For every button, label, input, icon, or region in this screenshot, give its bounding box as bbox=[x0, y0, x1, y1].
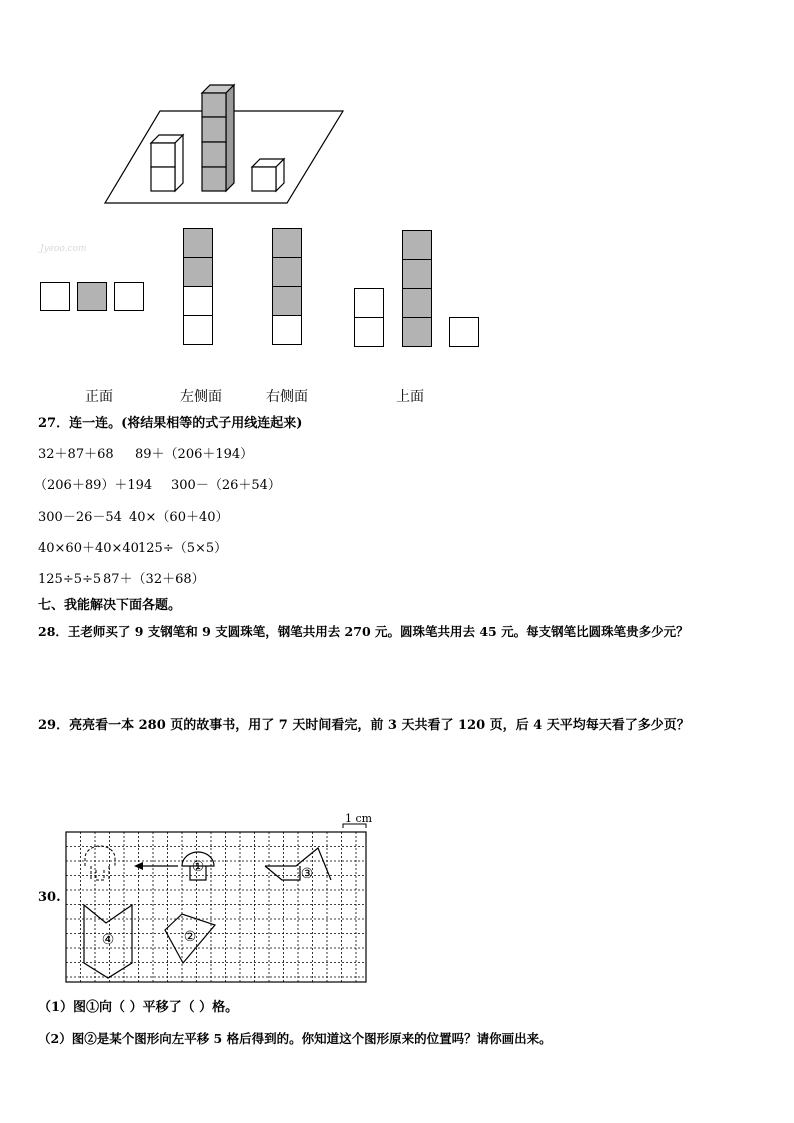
cube-stack-middle bbox=[202, 85, 234, 191]
view-square bbox=[272, 315, 302, 345]
shape-3-label: ③ bbox=[300, 866, 314, 882]
q30-sub2: （2）图②是某个图形向左平移 5 格后得到的。你知道这个图形原来的位置吗？请你画出来。 bbox=[38, 1031, 552, 1046]
view-square bbox=[183, 286, 213, 316]
label-right: 右侧面 bbox=[266, 389, 308, 405]
q27-left-3: 300－26－54 bbox=[38, 510, 122, 525]
view-square-gray bbox=[402, 259, 432, 289]
view-square-gray bbox=[402, 317, 432, 347]
view-square-gray bbox=[402, 230, 432, 260]
watermark: Jyeoo.com bbox=[40, 244, 87, 254]
view-square-gray bbox=[183, 257, 213, 287]
q27-right-1: 89＋（206＋194） bbox=[135, 447, 254, 462]
cube-stack-left bbox=[151, 135, 183, 191]
label-top: 上面 bbox=[396, 389, 424, 405]
q27-left-2: （206＋89）＋194 bbox=[34, 478, 153, 493]
q27-right-4: 125÷（5×5） bbox=[138, 541, 228, 556]
view-square bbox=[449, 317, 479, 347]
q27-right-2: 300－（26＋54） bbox=[171, 478, 281, 493]
shape-2-label: ② bbox=[183, 929, 197, 945]
translation-grid-figure bbox=[0, 810, 794, 985]
label-front: 正面 bbox=[85, 389, 113, 405]
view-square-gray bbox=[272, 257, 302, 287]
view-square bbox=[40, 282, 70, 311]
section-heading: 七、我能解决下面各题。 bbox=[38, 598, 182, 613]
q30-number: 30. bbox=[38, 890, 61, 905]
q27-right-5: 87＋（32＋68） bbox=[103, 572, 205, 587]
q27-left-5: 125÷5÷5 bbox=[38, 572, 102, 587]
cube-arrangement-figure bbox=[0, 0, 794, 215]
label-left: 左侧面 bbox=[180, 389, 222, 405]
view-square-gray bbox=[272, 286, 302, 316]
scale-label: 1 cm bbox=[345, 812, 373, 825]
q29-text: 29．亮亮看一本 280 页的故事书，用了 7 天时间看完，前 3 天共看了 120 页，后 4 天平均每天看了多少页？ bbox=[38, 718, 690, 733]
view-square bbox=[183, 315, 213, 345]
shape-1-label: ① bbox=[191, 859, 205, 875]
view-square bbox=[114, 282, 144, 311]
q27-left-4: 40×60＋40×40 bbox=[38, 541, 139, 556]
view-square bbox=[354, 317, 384, 347]
cube-single-right bbox=[252, 159, 284, 191]
shape-4-label: ④ bbox=[101, 932, 115, 948]
shape-1-ghost bbox=[85, 846, 115, 880]
q27-title: 27．连一连。(将结果相等的式子用线连起来) bbox=[38, 416, 303, 431]
q27-right-3: 40×（60＋40） bbox=[129, 510, 229, 525]
q28-text: 28．王老师买了 9 支钢笔和 9 支圆珠笔，钢笔共用去 270 元。圆珠笔共用去 45 元。每支钢笔比圆珠笔贵多少元？ bbox=[38, 624, 689, 639]
view-square-gray bbox=[402, 288, 432, 318]
q27-left-1: 32＋87＋68 bbox=[38, 447, 114, 462]
view-square-gray bbox=[183, 228, 213, 258]
view-square bbox=[354, 288, 384, 318]
view-square-gray bbox=[272, 228, 302, 258]
view-square-gray bbox=[77, 282, 107, 311]
q30-sub1: （1）图①向（ ）平移了（ ）格。 bbox=[38, 1000, 239, 1015]
